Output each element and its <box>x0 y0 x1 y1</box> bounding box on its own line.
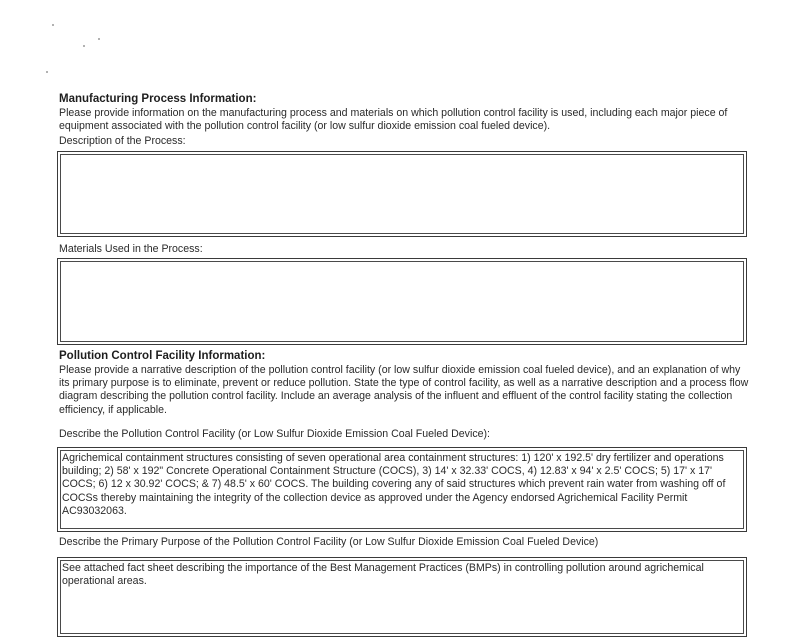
materials-label: Materials Used in the Process: <box>59 243 203 255</box>
scan-speck <box>46 71 48 73</box>
facility-description-field[interactable] <box>57 447 747 532</box>
scan-speck <box>98 38 100 40</box>
facility-description-value: Agrichemical containment structures consisting of seven operational area containment structures: 1) 120' x 192.5' dry fertilizer and operations building; 2) 58' x 192" Concrete Operational Containment Structure (COCS), 3) 14' x 32.33' COCS, 4) 12.83' x 94' x 2.5' COCS; 5) 17' x 17' COCS; 6) 12 x 30.92' COCS; & 7) 48.5' x 60' COCS. The building covering any of said structures which prevent rain water from washing off of COCSs thereby maintaining the integrity of the collection device as approved under the Agency endorsed Agrichemical Facility Permit AC93032063. <box>62 452 726 517</box>
primary-purpose-field[interactable] <box>57 557 747 637</box>
manufacturing-instructions: Please provide information on the manufacturing process and materials on which pollution control facility is used, including each major piece of equipment associated with the pollution control facility (or low sulfur dioxide emission coal fueled device). <box>59 107 728 133</box>
primary-purpose-value: See attached fact sheet describing the importance of the Best Management Practices (BMPs) in controlling pollution around agrichemical operational areas. <box>62 562 704 588</box>
materials-field[interactable] <box>57 258 747 345</box>
primary-purpose-label: Describe the Primary Purpose of the Pollution Control Facility (or Low Sulfur Dioxide Emission Coal Fueled Device) <box>59 536 599 548</box>
process-description-label: Description of the Process: <box>59 135 186 147</box>
pollution-control-instructions: Please provide a narrative description of the pollution control facility (or low sulfur dioxide emission coal fueled device), and an explanation of why its primary purpose is to eliminate, prevent or reduce pollution. State the type of control facility, as well as a narrative description and a process flow diagram describing the pollution control facility. Include an average analysis of the influent and effluent of the control facility stating the collection efficiency, if applicable. <box>59 364 749 416</box>
facility-description-label: Describe the Pollution Control Facility (or Low Sulfur Dioxide Emission Coal Fueled Device): <box>59 428 490 440</box>
process-description-field[interactable] <box>57 151 747 237</box>
scan-speck <box>52 24 54 26</box>
scan-speck <box>83 45 85 47</box>
pollution-control-heading: Pollution Control Facility Information: <box>59 350 266 362</box>
manufacturing-heading: Manufacturing Process Information: <box>59 93 257 105</box>
